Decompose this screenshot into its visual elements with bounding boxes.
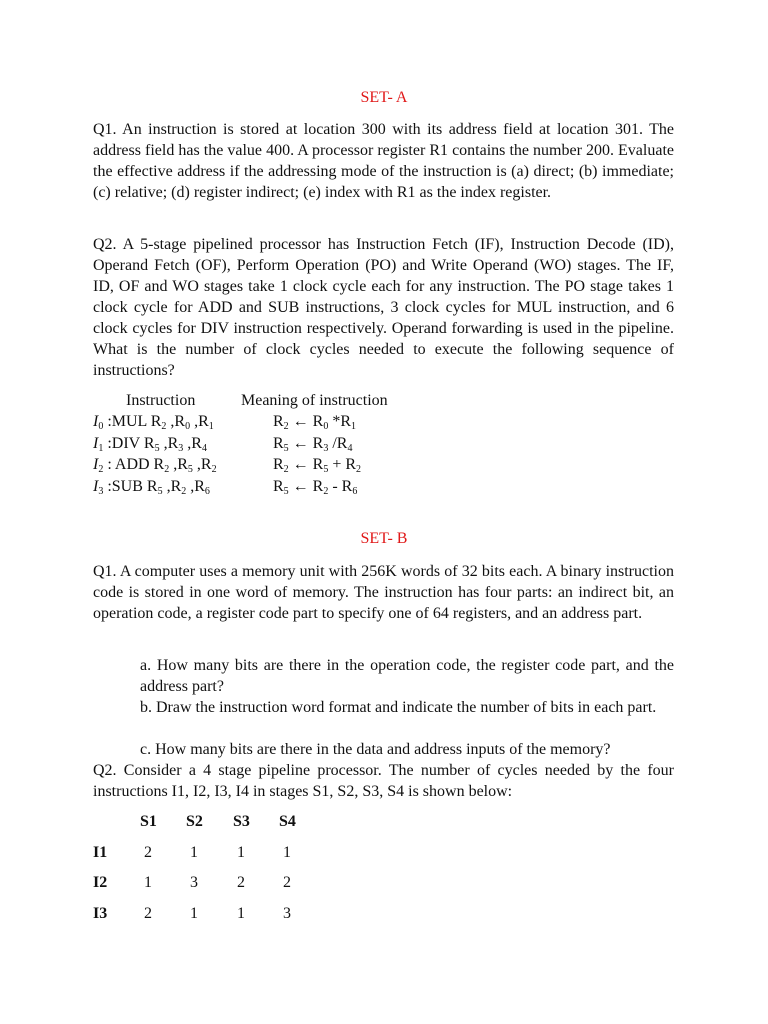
cycle-value: 2 [237, 874, 245, 891]
cycle-value: 3 [283, 905, 291, 922]
cycle-value: 2 [144, 905, 152, 922]
cycle-value: 2 [283, 874, 291, 891]
instruction-meaning: $R_2$ ← $R_5 + R_2$ [273, 456, 362, 475]
stage-header: S1 [140, 813, 157, 830]
set-a-title: SET- A [360, 89, 408, 106]
set-b-q2: Q2. Consider a 4 stage pipeline processor. The number of cycles needed by the four instructions I1, I2, I3, I4 in stages S1, S2, S3, S4 is shown below: [93, 762, 674, 800]
instruction-code: $I_3$ :SUB $R_5$ $,R_2$ $,R_6$ [93, 478, 210, 497]
set-b-q1-part-a: a. How many bits are there in the operation code, the register code part, and the address part? [140, 657, 674, 695]
set-b-title: SET- B [360, 530, 408, 547]
instruction-row [93, 413, 513, 434]
set-a-q2: Q2. A 5-stage pipelined processor has Instruction Fetch (IF), Instruction Decode (ID), Operand Fetch (OF), Perform Operation (PO) and Write Operand (WO) stages. The IF, ID, OF and WO stages take 1 clock cycle each for any instruction. The PO stage takes 1 clock cycle for ADD and SUB instructions, 3 clock cycles for MUL instruction, and 6 clock cycles for DIV instruction respectively. Operand forwarding is used in the pipeline. What is the number of clock cycles needed to execute the following sequence of instructions? [93, 236, 674, 379]
instruction-row [93, 456, 513, 477]
table-head-instruction: Instruction [126, 392, 196, 409]
instruction-meaning: $R_5$ ← $R_3$ $/R_4$ [273, 435, 353, 454]
instruction-meaning: $R_5$ ← $R_2 - R_6$ [273, 478, 358, 497]
instruction-label: I3 [93, 905, 108, 922]
instruction-row [93, 478, 513, 499]
set-b-q1-part-c: c. How many bits are there in the data and address inputs of the memory? [140, 741, 611, 758]
cycle-value: 1 [237, 844, 245, 861]
table-head-meaning: Meaning of instruction [241, 392, 388, 409]
cycle-value: 1 [144, 874, 152, 891]
cycle-value: 1 [190, 905, 198, 922]
stage-header: S2 [186, 813, 203, 830]
cycle-value: 1 [283, 844, 291, 861]
set-a-q1: Q1. An instruction is stored at location 300 with its address field at location 301. The address field has the value 400. A processor register R1 contains the number 200. Evaluate the effective address if the addressing mode of the instruction is (a) direct; (b) immediate; (c) relative; (d) register indirect; (e) index with R1 as the index register. [93, 121, 674, 201]
instruction-meaning: $R_2$ ← $R_0$ $*R_1$ [273, 413, 357, 432]
instruction-code: $I_2$ : ADD $R_2$ $,R_5$ $,R_2$ [93, 456, 217, 475]
set-b-q1: Q1. A computer uses a memory unit with 256K words of 32 bits each. A binary instruction code is stored in one word of memory. The instruction has four parts: an indirect bit, an operation code, a register code part to specify one of 64 registers, and an address part. [93, 563, 674, 622]
cycle-value: 2 [144, 844, 152, 861]
stage-header: S3 [233, 813, 250, 830]
cycle-value: 1 [190, 844, 198, 861]
instruction-row [93, 435, 513, 456]
instruction-code: $I_1$ :DIV $R_5$ $,R_3$ $,R_4$ [93, 435, 207, 454]
cycle-value: 3 [190, 874, 198, 891]
stage-header: S4 [279, 813, 296, 830]
instruction-label: I1 [93, 844, 108, 861]
cycle-value: 1 [237, 905, 245, 922]
set-b-q1-part-b: b. Draw the instruction word format and indicate the number of bits in each part. [140, 699, 657, 716]
instruction-code: $I_0$ :MUL $R_2$ $,R_0$ $,R_1$ [93, 413, 214, 432]
instruction-label: I2 [93, 874, 108, 891]
